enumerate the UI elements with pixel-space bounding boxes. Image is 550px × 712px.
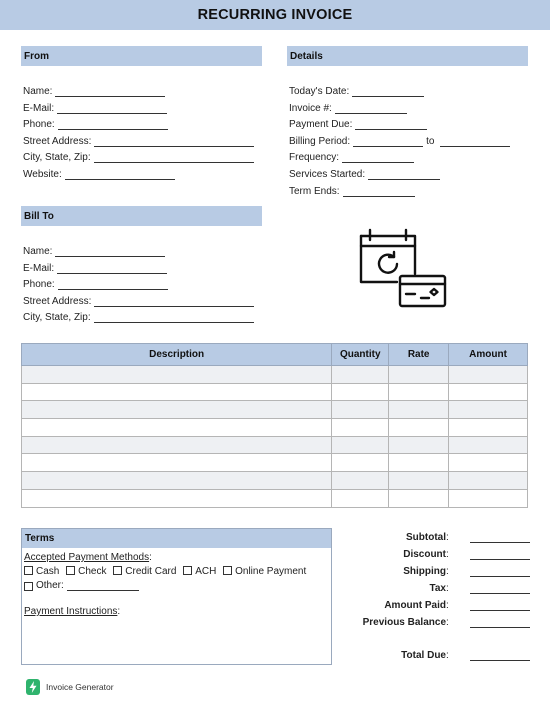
online-payment-option[interactable]: Online Payment: [223, 566, 306, 577]
table-row: [22, 419, 528, 437]
quantity-column-header: Quantity: [332, 344, 389, 366]
subtotal-row: Subtotal :: [360, 529, 530, 546]
totals-block: [360, 529, 530, 664]
from-email-field[interactable]: E-Mail:: [23, 101, 254, 114]
frequency-field[interactable]: Frequency:: [289, 150, 510, 163]
todays-date-field[interactable]: Today's Date:: [289, 84, 510, 97]
table-row: [22, 401, 528, 419]
billing-period-field[interactable]: Billing Period: to: [289, 134, 510, 147]
terms-content: [22, 548, 331, 617]
amount-column-header: Amount: [449, 344, 528, 366]
terms-header: [22, 529, 331, 548]
amount-paid-line[interactable]: [470, 601, 530, 611]
amount-paid-row: Amount Paid :: [360, 597, 530, 614]
subtotal-line[interactable]: [470, 533, 530, 543]
from-street-field[interactable]: Street Address:: [23, 134, 254, 147]
description-column-header: Description: [22, 344, 332, 366]
online-payment-checkbox[interactable]: [223, 566, 232, 575]
discount-row: Discount :: [360, 546, 530, 563]
other-option[interactable]: Other:: [24, 580, 331, 591]
table-row: [22, 383, 528, 401]
billing-to-label: to: [426, 135, 435, 147]
bill-street-field[interactable]: Street Address:: [23, 294, 254, 307]
bill-name-field[interactable]: Name:: [23, 244, 254, 257]
ach-checkbox[interactable]: [183, 566, 192, 575]
bill-phone-field[interactable]: Phone:: [23, 277, 254, 290]
check-checkbox[interactable]: [66, 566, 75, 575]
from-phone-field[interactable]: Phone:: [23, 117, 254, 130]
from-website-field[interactable]: Website:: [23, 167, 254, 180]
payment-instructions-label: Payment Instructions:: [24, 606, 121, 617]
shipping-line[interactable]: [470, 567, 530, 577]
credit-card-checkbox[interactable]: [113, 566, 122, 575]
bill-to-heading: Bill To: [24, 210, 54, 222]
table-row: [22, 436, 528, 454]
accepted-methods-label: Accepted Payment Methods:: [24, 552, 152, 563]
bill-email-field[interactable]: E-Mail:: [23, 261, 254, 274]
from-header: [21, 46, 262, 66]
from-city-field[interactable]: City, State, Zip:: [23, 150, 254, 163]
bill-to-header: [21, 206, 262, 226]
other-checkbox[interactable]: [24, 582, 33, 591]
total-due-line[interactable]: [470, 651, 530, 661]
terms-box: [21, 528, 332, 665]
table-row: [22, 454, 528, 472]
details-heading: Details: [290, 50, 323, 62]
term-ends-field[interactable]: Term Ends:: [289, 184, 510, 197]
rate-column-header: Rate: [389, 344, 449, 366]
lightning-bolt-icon: [26, 679, 40, 695]
ach-option[interactable]: ACH: [183, 566, 216, 577]
calendar-refresh-credit-card-icon: [355, 226, 451, 310]
from-fields: [23, 84, 254, 180]
other-line[interactable]: [67, 581, 139, 591]
services-started-field[interactable]: Services Started:: [289, 167, 510, 180]
shipping-row: Shipping :: [360, 563, 530, 580]
items-table: [21, 343, 528, 508]
bill-city-field[interactable]: City, State, Zip:: [23, 310, 254, 323]
cash-checkbox[interactable]: [24, 566, 33, 575]
from-heading: From: [24, 50, 49, 62]
table-row: [22, 472, 528, 490]
invoice-number-field[interactable]: Invoice #:: [289, 101, 510, 114]
details-fields: [289, 84, 510, 197]
payment-due-field[interactable]: Payment Due:: [289, 117, 510, 130]
credit-card-option[interactable]: Credit Card: [113, 566, 176, 577]
from-name-field[interactable]: Name:: [23, 84, 254, 97]
invoice-title: RECURRING INVOICE: [197, 7, 353, 23]
footer-brand[interactable]: [26, 679, 114, 695]
bill-to-fields: [23, 244, 254, 323]
table-row: [22, 366, 528, 384]
check-option[interactable]: Check: [66, 566, 106, 577]
tax-row: Tax :: [360, 580, 530, 597]
brand-name: Invoice Generator: [46, 682, 114, 692]
previous-balance-line[interactable]: [470, 618, 530, 628]
terms-heading: Terms: [25, 533, 55, 544]
title-bar: [0, 0, 550, 30]
previous-balance-row: Previous Balance :: [360, 614, 530, 631]
payment-methods-row: [24, 566, 331, 577]
table-header-row: [22, 344, 528, 366]
details-header: [287, 46, 528, 66]
total-due-row: Total Due :: [360, 647, 530, 664]
discount-line[interactable]: [470, 550, 530, 560]
tax-line[interactable]: [470, 584, 530, 594]
table-row: [22, 489, 528, 507]
cash-option[interactable]: Cash: [24, 566, 59, 577]
